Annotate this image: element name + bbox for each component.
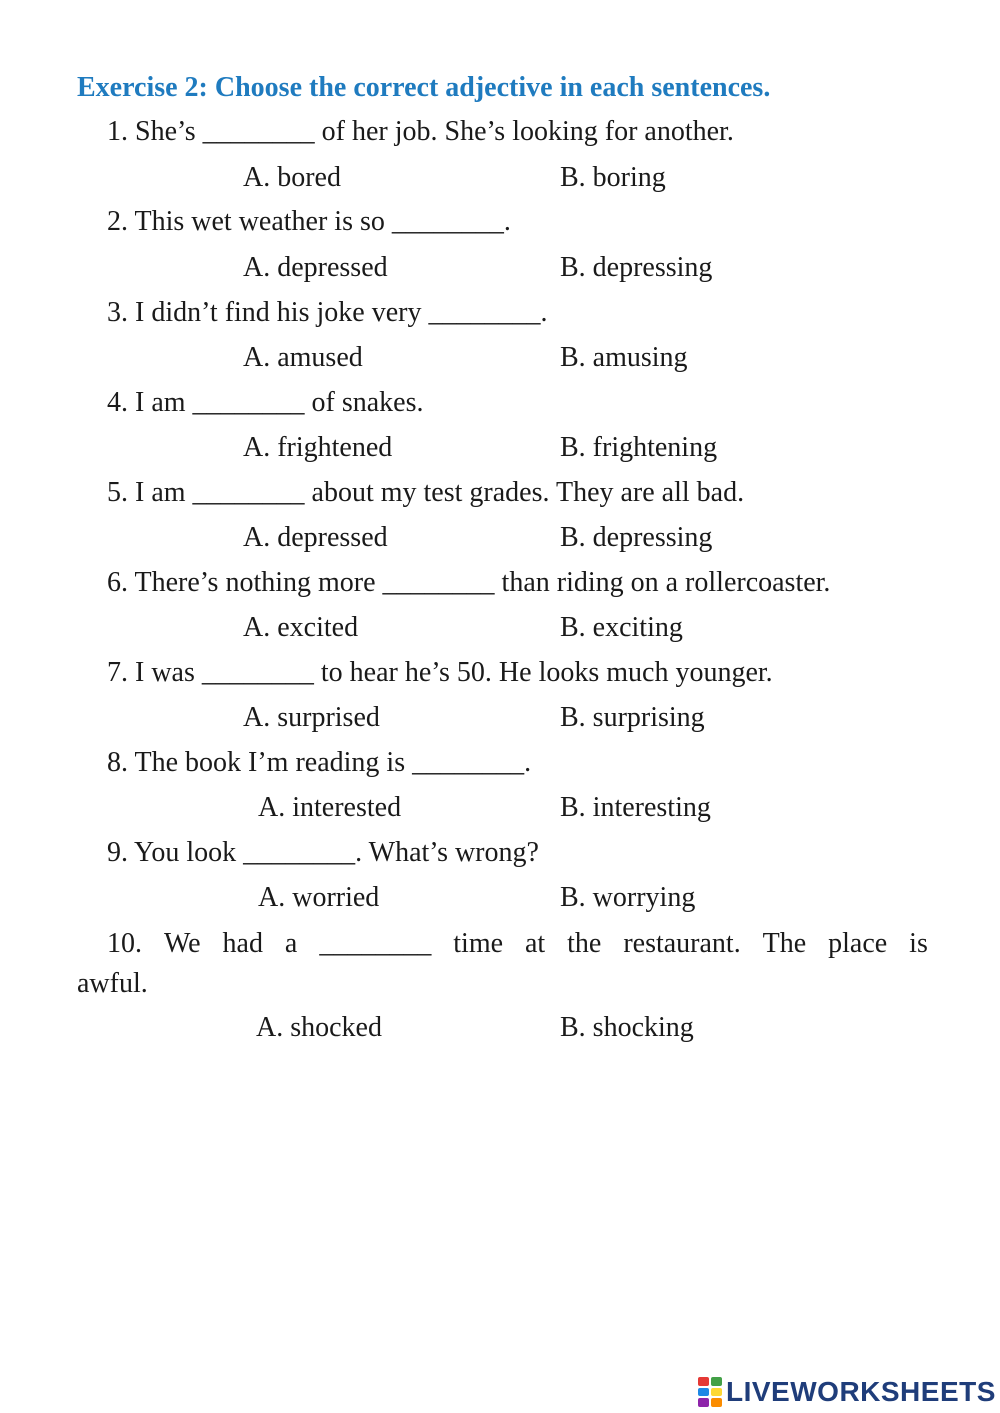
question-5: 5. I am ________ about my test grades. They are all bad. <box>107 477 745 508</box>
logo-mark-square <box>711 1398 722 1407</box>
option-a[interactable]: A. surprised <box>243 702 380 733</box>
q10-word: had <box>222 928 263 959</box>
liveworksheets-logo <box>698 1376 996 1408</box>
question-8: 8. The book I’m reading is ________. <box>107 747 532 778</box>
q10-word: The <box>762 928 807 959</box>
option-b[interactable]: B. depressing <box>560 252 713 283</box>
question-7: 7. I was ________ to hear he’s 50. He looks much younger. <box>107 657 773 688</box>
option-a[interactable]: A. shocked <box>256 1012 382 1043</box>
logo-mark-square <box>711 1388 722 1397</box>
question-4: 4. I am ________ of snakes. <box>107 387 424 418</box>
option-a[interactable]: A. excited <box>243 612 359 643</box>
question-9: 9. You look ________. What’s wrong? <box>107 837 539 868</box>
logo-mark-square <box>711 1377 722 1386</box>
q10-word: is <box>909 928 928 959</box>
option-b[interactable]: B. frightening <box>560 432 718 463</box>
option-a[interactable]: A. bored <box>243 162 341 193</box>
logo-text: LIVEWORKSHEETS <box>726 1376 996 1407</box>
question-1: 1. She’s ________ of her job. She’s looking for another. <box>107 116 734 147</box>
q10-blank: ________ <box>319 928 432 959</box>
option-b[interactable]: B. amusing <box>560 342 688 373</box>
q10-word: a <box>284 928 298 959</box>
logo-mark-square <box>698 1377 709 1386</box>
option-a[interactable]: A. amused <box>243 342 363 373</box>
exercise-title: Exercise 2: Choose the correct adjective in each sentences. <box>77 72 771 103</box>
option-a[interactable]: A. frightened <box>243 432 393 463</box>
option-a[interactable]: A. interested <box>258 792 402 823</box>
q10-word: We <box>163 928 201 959</box>
question-10 <box>107 928 928 960</box>
option-a[interactable]: A. depressed <box>243 522 388 553</box>
logo-mark-icon <box>698 1377 722 1407</box>
option-b[interactable]: B. surprising <box>560 702 705 733</box>
question-10-continuation: awful. <box>77 968 148 999</box>
option-b[interactable]: B. depressing <box>560 522 713 553</box>
option-b[interactable]: B. interesting <box>560 792 711 823</box>
option-b[interactable]: B. exciting <box>560 612 683 643</box>
option-b[interactable]: B. boring <box>560 162 666 193</box>
q10-word: place <box>828 928 888 959</box>
option-a[interactable]: A. depressed <box>243 252 388 283</box>
option-a[interactable]: A. worried <box>258 882 380 913</box>
q10-word: the <box>567 928 602 959</box>
option-b[interactable]: B. worrying <box>560 882 696 913</box>
q10-word: restaurant. <box>623 928 741 959</box>
q10-word: time <box>453 928 504 959</box>
question-2: 2. This wet weather is so ________. <box>107 206 511 237</box>
q10-word: 10. <box>107 928 142 959</box>
logo-mark-square <box>698 1398 709 1407</box>
q10-word: at <box>524 928 546 959</box>
question-3: 3. I didn’t find his joke very ________. <box>107 297 548 328</box>
option-b[interactable]: B. shocking <box>560 1012 694 1043</box>
logo-mark-square <box>698 1388 709 1397</box>
question-6: 6. There’s nothing more ________ than riding on a rollercoaster. <box>107 567 831 598</box>
